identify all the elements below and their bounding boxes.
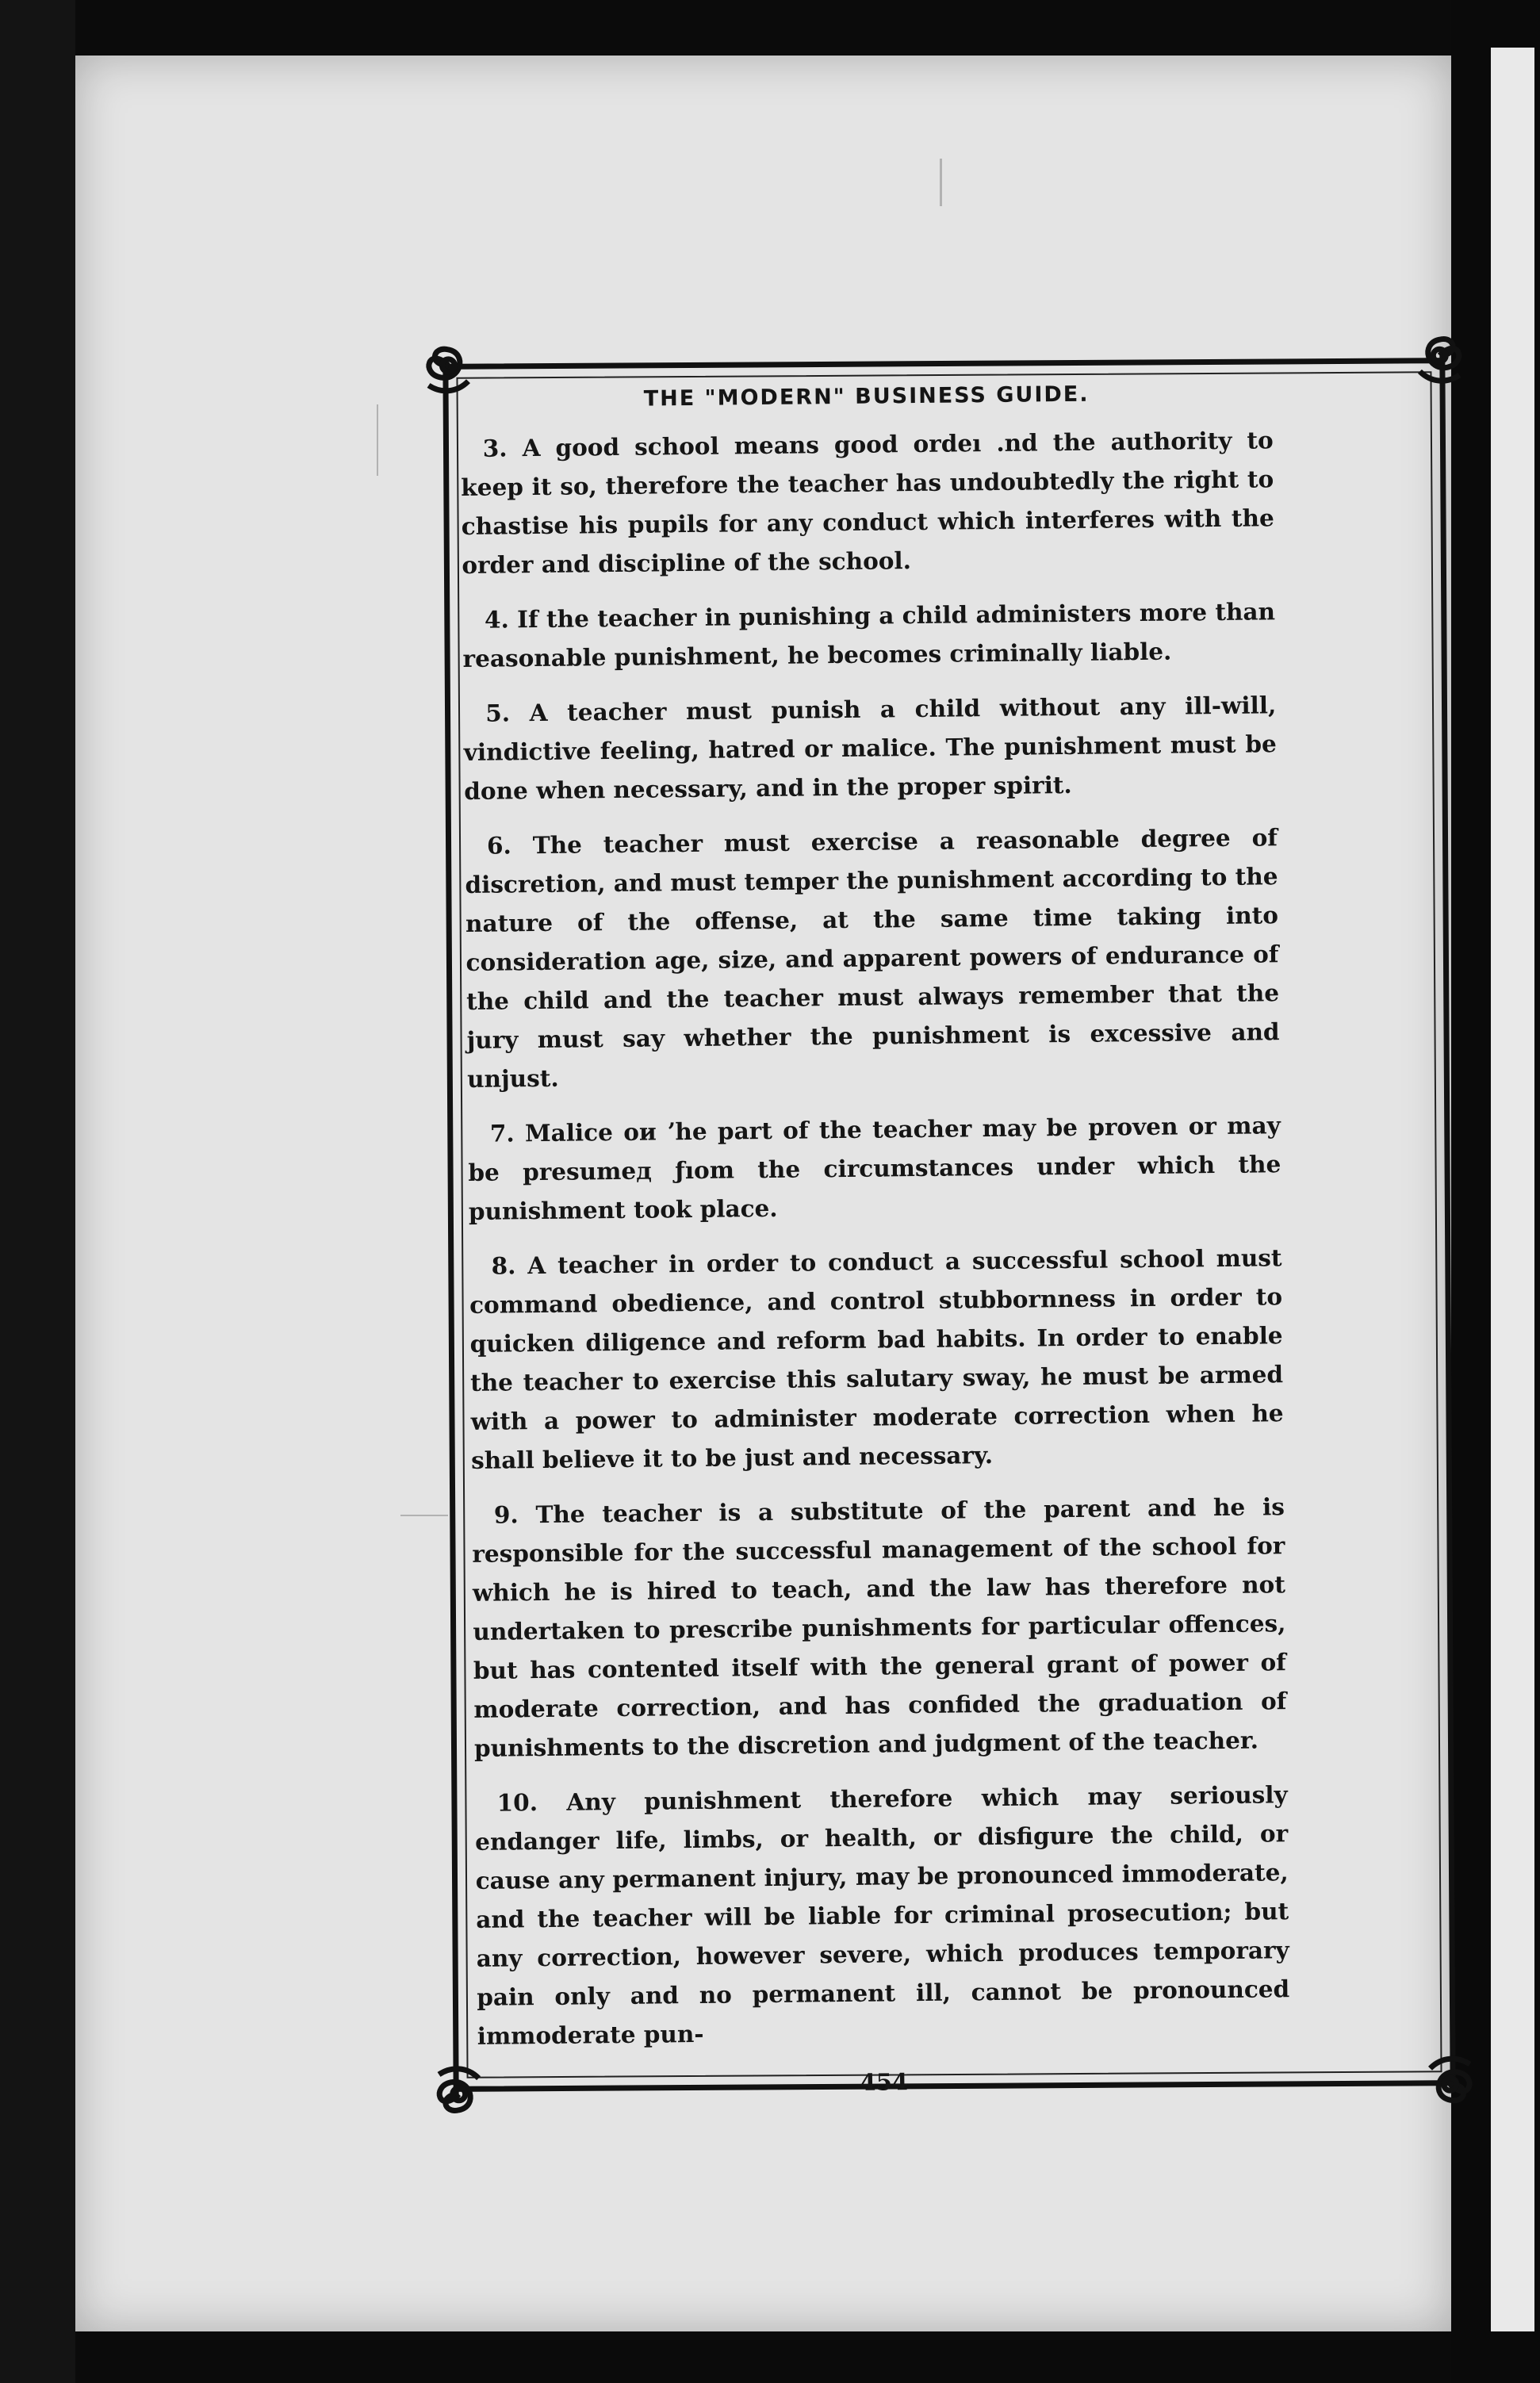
corner-flourish-icon [1404,320,1476,392]
paragraph-9: 9. The teacher is a substitute of the parent and he is responsible for the successful management of the school for which he is hired to teach, and the law has therefore not undertaken to prescribe punishments for particular offences, but has contented itself with the general grant of power of moderate correction, and has confided the graduation of punishments to the discretion and judgment of the teacher. [472,1492,1287,1762]
page-number: 454 [860,2068,909,2096]
scan-mark [400,1515,448,1516]
paragraph-5: 5. A teacher must punish a child without any ill-will, vindictive feeling, hatred or malice. The punishment must be done when necessary, and in the proper spirit. [463,691,1277,805]
page-text-block [460,380,1291,2100]
paragraph-7: 7. Malicе ои ʼhe part of the teacher may be proven or may be presumeд ƒıom the circumstances under which the punishment took place. [468,1111,1281,1225]
paragraph-6: 6. The teacher must exercise a reasonable degree of discretion, and must temper the punishment according to the nature of the offense, at the same time taking into consideration age, size, and apparent powers of endurance of the child and the teacher must always remember that the jury must say whether the punishment is excessive and unjust. [465,823,1280,1093]
running-head: THE "MODERN" BUSINESS GUIDE. [643,381,1090,412]
paragraph-4: 4. If the teacher in punishing a child administers more than reasonable punishment, he becomes criminally liable. [462,597,1276,672]
paragraph-3: 3. A good school means good ordeı ․nd the authority to keep it so, therefore the teacher has undoubtedly the right to chastise his pupils for any conduct which interferes with the order and discipline of the school. [461,426,1274,579]
adjacent-page-edge [1491,48,1534,2331]
scan-mark [940,159,942,206]
film-margin-left [0,0,75,2383]
corner-flourish-icon [1414,2048,1486,2121]
paragraph-10: 10. Any punishment therefore which may seriously endanger life, limbs, or health, or disfigure the child, or cause any permanent injury, may be pronounced immoderate, and the teacher will be liable for criminal prosecution; but any correction, however severe, which produces temporary pain only and no permanent ill, cannot be pronounced immoderate pun- [475,1780,1290,2050]
scan-mark [377,404,378,476]
paragraph-8: 8. A teacher in order to conduct a successful school must command obedience, and control stubbornness in order to quicken diligence and reform bad habits. In order to enable the teacher to exercise this salutary sway, he must be armed with a power to administer moderate correction when he shall believe it to be just and necessary. [469,1243,1284,1474]
